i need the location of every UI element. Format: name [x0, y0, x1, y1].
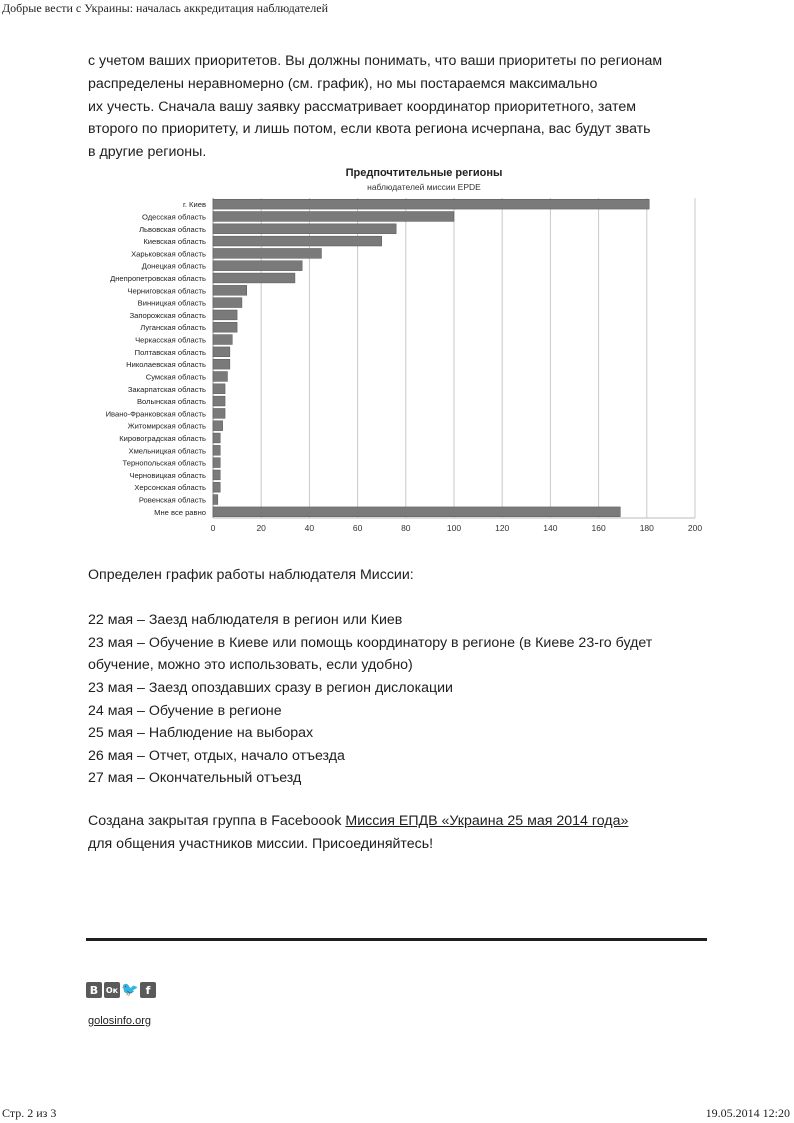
category-label: Хмельницкая область: [128, 446, 206, 456]
facebook-group-paragraph: [88, 810, 728, 855]
x-tick-label: 20: [256, 523, 266, 533]
x-tick-label: 0: [210, 523, 216, 533]
category-label: Волынская область: [136, 397, 206, 407]
intro-line: их учесть. Сначала вашу заявку рассматривает координатор приоритетного, затем: [88, 98, 636, 115]
category-label: Луганская область: [140, 323, 206, 333]
bar: [213, 248, 321, 258]
category-label: Запорожская область: [129, 310, 206, 320]
x-tick-label: 120: [495, 523, 510, 533]
bar: [213, 224, 396, 234]
vkontakte-icon[interactable]: В: [86, 982, 102, 998]
bar: [213, 495, 218, 505]
facebook-text-line2: для общения участников миссии. Присоединяйтесь!: [88, 835, 434, 852]
bar: [213, 445, 220, 455]
category-label: Тернопольская область: [122, 458, 206, 468]
divider: [86, 938, 707, 941]
site-link[interactable]: golosinfo.org: [88, 1015, 151, 1027]
category-label: Харьковская область: [131, 249, 206, 259]
twitter-icon[interactable]: 🐦: [121, 982, 139, 998]
schedule-item: 27 мая – Окончательный отъезд: [88, 770, 302, 787]
print-timestamp: 19.05.2014 12:20: [705, 1106, 790, 1120]
category-label: Мне все равно: [154, 507, 206, 517]
category-label: Львовская область: [139, 224, 206, 234]
bar: [213, 310, 237, 320]
x-tick-label: 140: [543, 523, 558, 533]
category-label: Херсонская область: [134, 483, 206, 493]
schedule-heading: Определен график работы наблюдателя Миссии:: [88, 567, 414, 583]
bar: [213, 408, 225, 418]
bar: [213, 273, 295, 283]
x-tick-label: 200: [687, 523, 703, 533]
category-label: Черкасская область: [135, 335, 206, 345]
facebook-icon[interactable]: f: [140, 982, 156, 998]
facebook-text: Создана закрытая группа в Faceboook: [88, 813, 346, 829]
schedule-item: 24 мая – Обучение в регионе: [88, 702, 282, 719]
intro-line: распределены неравномерно (см. график), но мы постараемся максимально: [88, 75, 598, 92]
bar: [213, 458, 220, 468]
x-tick-label: 100: [446, 523, 462, 533]
x-tick-label: 80: [401, 523, 411, 533]
bar: [213, 507, 620, 517]
schedule-item: 22 мая – Заезд наблюдателя в регион или Киев: [88, 612, 403, 629]
bar: [213, 396, 225, 406]
intro-line: в другие регионы.: [88, 144, 207, 161]
category-label: Закарпатская область: [127, 384, 206, 394]
category-label: Донецкая область: [141, 261, 206, 271]
bar: [213, 359, 230, 369]
bar: [213, 261, 302, 271]
page-number: Стр. 2 из 3: [2, 1106, 57, 1120]
schedule-item: 26 мая – Отчет, отдых, начало отъезда: [88, 747, 345, 764]
category-label: г. Киев: [183, 200, 206, 210]
category-label: Полтавская область: [134, 347, 206, 357]
social-share-bar: [86, 982, 156, 1000]
facebook-group-link[interactable]: Миссия ЕПДВ «Украина 25 мая 2014 года»: [345, 813, 629, 829]
x-tick-label: 160: [591, 523, 606, 533]
bar: [213, 433, 220, 443]
category-label: Николаевская область: [126, 360, 206, 370]
print-header: Добрые вести с Украины: началась аккредитация наблюдателей: [2, 1, 328, 15]
schedule-section: [88, 564, 728, 790]
chart-subtitle: наблюдателей миссии EPDE: [367, 182, 481, 192]
x-tick-label: 180: [639, 523, 654, 533]
category-label: Сумская область: [145, 372, 206, 382]
x-tick-label: 60: [352, 523, 363, 533]
category-label: Днепропетровская область: [110, 274, 206, 283]
category-label: Кировоградская область: [119, 434, 206, 443]
bar: [213, 236, 382, 246]
bar: [213, 285, 247, 295]
regions-bar-chart: [88, 160, 710, 540]
category-label: Житомирская область: [127, 421, 206, 431]
intro-line: второго по приоритету, и лишь потом, если квота региона исчерпана, вас будут звать: [88, 121, 651, 138]
chart-title: Предпочтительные регионы: [345, 167, 503, 179]
bar: [213, 482, 220, 492]
intro-line: с учетом ваших приоритетов. Вы должны понимать, что ваши приоритеты по регионам: [88, 53, 663, 69]
regions-chart: [88, 160, 710, 540]
bar: [213, 199, 649, 209]
schedule-item: 25 мая – Наблюдение на выборах: [88, 725, 314, 742]
bar: [213, 384, 225, 394]
category-label: Черниговская область: [127, 286, 206, 296]
category-label: Винницкая область: [137, 298, 206, 308]
bar: [213, 322, 237, 332]
bar: [213, 421, 223, 431]
category-label: Одесская область: [141, 212, 206, 222]
bar: [213, 347, 230, 357]
bar: [213, 298, 242, 308]
category-label: Ивано-Франковская область: [105, 409, 206, 419]
schedule-item: 23 мая – Заезд опоздавших сразу в регион дислокации: [88, 679, 453, 696]
x-tick-label: 40: [304, 523, 315, 533]
bar: [213, 372, 227, 382]
bar: [213, 470, 220, 480]
bar: [213, 335, 232, 345]
category-label: Киевская область: [143, 237, 206, 247]
intro-paragraph: [88, 50, 728, 164]
schedule-item: 23 мая – Обучение в Киеве или помощь координатору в регионе (в Киеве 23-го будет: [88, 634, 653, 651]
schedule-item: обучение, можно это использовать, если удобно): [88, 657, 413, 674]
bar: [213, 212, 454, 222]
category-label: Черновицкая область: [129, 470, 206, 480]
category-label: Ровенская область: [138, 495, 206, 505]
odnoklassniki-icon[interactable]: Ок: [104, 982, 120, 998]
